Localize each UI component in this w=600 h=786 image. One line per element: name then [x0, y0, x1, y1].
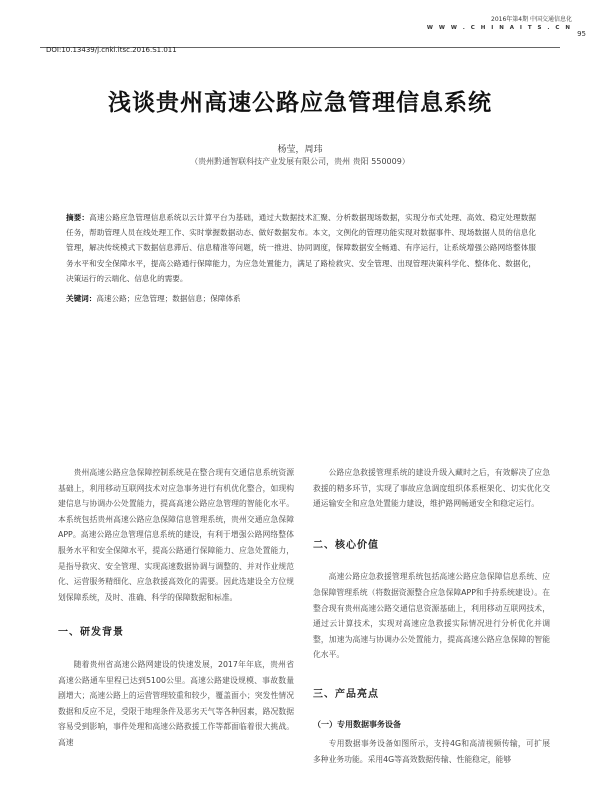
right-intro-paragraph: 公路应急救援管理系统的建设升级入藏时之后，有效解决了应急救援的精多环节，实现了事故应急调度组织体系框架化、切实优化交通运输安全和应急处置能力建设，维护路网畅通安全和稳定运行。	[313, 468, 550, 509]
section-heading-background: 一、研发背景	[58, 627, 124, 639]
abstract-text: 高速公路应急管理信息系统以云计算平台为基础，通过大数据技术汇聚、分析数据现场数据，实现分布式处理、高效、稳定处理数据任务，帮助管理人员在线处理工作、实时掌握数据动态、做好数据发布。本文，文例化的管理功能实现对数据事件、现场数据人员的信息化管理，解决传统模式下数据信息滞后、信息精准等问题，统一推进、协同调度，保障数据安全畅通、有序运行，让系统增强公路网络整体服务水平和安全保障水平，提高公路通行保障能力，为应急处置能力，满足了路检救灾、安全管理、出现管理决策科学化、整体化、数据化，决策运行的云端化、信息化的需要。	[66, 213, 536, 283]
affiliation: （贵州黔通智联科技产业发展有限公司，贵州 贵阳 550009）	[190, 157, 410, 166]
journal-website: W W W . C H I N A I T S . C N	[426, 25, 572, 31]
subsection-heading-device: （一）专用数据事务设备	[313, 719, 401, 729]
keywords	[66, 292, 536, 305]
running-head	[427, 16, 572, 32]
abstract-label: 摘要：	[66, 213, 90, 222]
authors: 杨莹，周玮	[277, 145, 323, 155]
keywords-label: 关键词：	[66, 294, 97, 303]
intro-paragraph: 贵州高速公路应急保障控制系统是在整合现有交通信息系统资源基础上，利用移动互联网技术对应急事务进行有机优化整合，如现构建信息与协调办公处置能力，提高高速公路应急管理的智能化水平。本系统包括贵州高速公路应急保障信息管理系统，贵州交通应急保障APP。高速公路应急管理信息系统的建设，有利于增强公路网络整体服务水平和安全保障水平，提高公路通行保障能力、应急处置能力，是指导救灾、安全管理、实现高速数据协调与调整的、并对作业规范化、运营服务精细化、应急救援高效化的需要。因此选建设全方位规划保障系统，及时、准确、科学的保障数据和标准。	[58, 468, 294, 602]
page-number: 95	[577, 30, 586, 38]
doi-line: DOI:10.13439/j.cnki.itsc.2016.S1.011	[46, 46, 177, 54]
right-column	[313, 465, 550, 767]
article-title: 浅谈贵州高速公路应急管理信息系统	[108, 90, 492, 116]
abstract	[66, 210, 536, 286]
background-paragraph: 随着贵州省高速公路网建设的快速发展，2017年年底，贵州省高速公路通车里程已达到5100公里。高速公路建设规模、事故数量剧增大；高速公路上的运营管理较重和较少，覆盖面小；突发性情况数据和反应不足，受限于地理条件及恶劣天气等各种因素，路况数据容易受到影响，事件处理和高速公路救援工作等都面临着很大挑战。高速	[58, 659, 294, 747]
section-heading-core-value: 二、核心价值	[313, 539, 379, 551]
keywords-text: 高速公路；应急管理；数据信息；保障体系	[96, 294, 241, 303]
core-value-paragraph: 高速公路应急救援管理系统包括高速公路应急保障信息系统、应急保障管理系统（将数据资源整合应急保障APP和手持系统建设）。在整合现有贵州高速公路交通信息资源基础上，利用移动互联网技术，通过云计算技术，实现对高速应急救援实际情况进行分析优化并调整，加速为高速与协调办公处置能力，提高高速公路应急保障的智能化水平。	[313, 572, 550, 660]
left-column	[58, 465, 294, 751]
journal-name: 2016年第4期 中国交通信息化	[491, 16, 572, 23]
section-heading-highlights: 三、产品亮点	[313, 688, 379, 700]
device-paragraph: 专用数据事务设备如图所示，支持4G和高清视频传输，可扩展多种业务功能。采用4G等高效数据传输、性能稳定，能够	[313, 739, 550, 764]
